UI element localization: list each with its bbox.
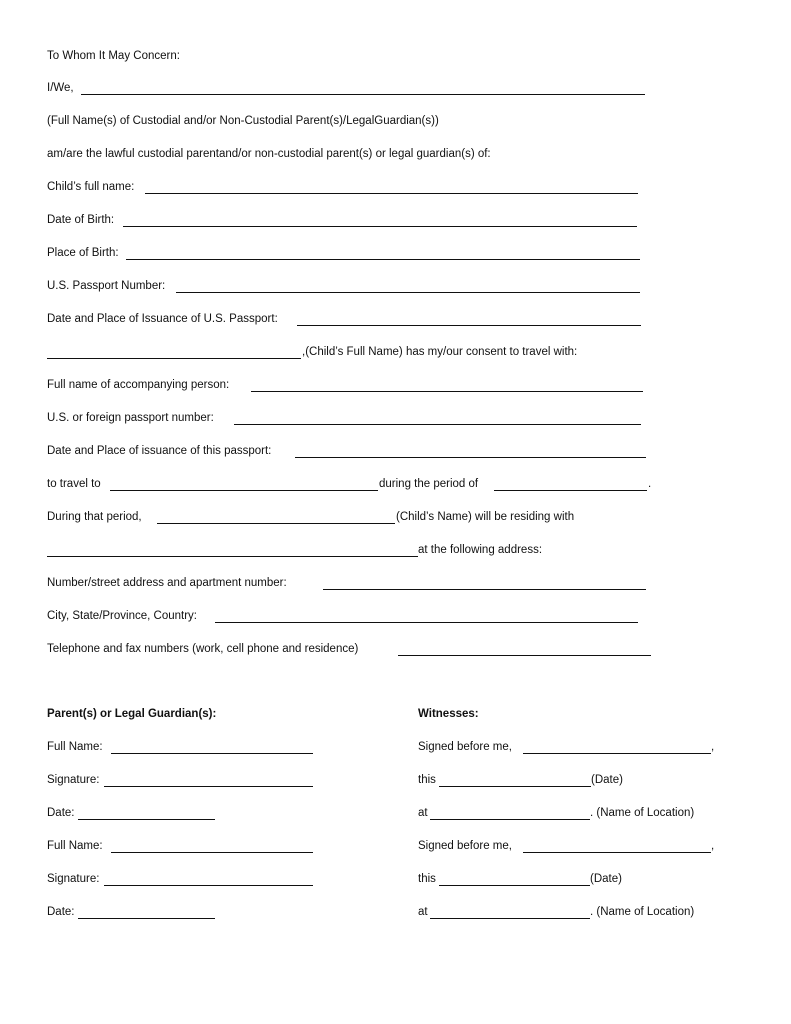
child-full-name-field[interactable] [145, 181, 638, 194]
parent-names-field[interactable] [81, 82, 645, 95]
during-period-label: During that period, [47, 511, 142, 523]
this-passport-issuance-field[interactable] [295, 445, 646, 458]
period-label: during the period of [379, 478, 479, 490]
city-label: City, State/Province, Country: [47, 610, 197, 622]
parent1-date-field[interactable] [78, 807, 215, 820]
telephone-field[interactable] [398, 643, 651, 656]
witness2-signed-end: , [711, 840, 715, 852]
witness2-location-suffix: . (Name of Location) [590, 906, 695, 918]
street-address-field[interactable] [323, 577, 646, 590]
fullnames-note: (Full Name(s) of Custodial and/or Non-Custodial Parent(s)/LegalGuardian(s)) [47, 115, 439, 127]
pob-field[interactable] [126, 247, 640, 260]
lawful-statement: am/are the lawful custodial parentand/or non-custodial parent(s) or legal guardian(s) of: [47, 148, 491, 160]
parent1-full-name-field[interactable] [111, 741, 313, 754]
witness1-signed-end: , [711, 741, 715, 753]
parent2-date-label: Date: [47, 906, 75, 918]
parent2-full-name-label: Full Name: [47, 840, 103, 852]
parent2-signature-label: Signature: [47, 873, 100, 885]
residing-text: (Child’s Name) will be residing with [396, 511, 575, 523]
witness2-date-field[interactable] [439, 873, 590, 886]
parent2-signature-field[interactable] [104, 873, 313, 886]
witness2-date-suffix: (Date) [590, 873, 622, 885]
telephone-label: Telephone and fax numbers (work, cell phone and residence) [47, 643, 359, 655]
dob-field[interactable] [123, 214, 637, 227]
pob-label: Place of Birth: [47, 247, 119, 259]
dob-label: Date of Birth: [47, 214, 115, 226]
parent1-signature-label: Signature: [47, 774, 100, 786]
following-address-label: at the following address: [418, 544, 543, 556]
parent1-date-label: Date: [47, 807, 75, 819]
witness2-signed-before-label: Signed before me, [418, 840, 512, 852]
witness1-this-label: this [418, 774, 436, 786]
iwe-label: I/We, [47, 82, 74, 94]
accompanying-person-field[interactable] [251, 379, 643, 392]
witnesses-heading: Witnesses: [418, 708, 479, 720]
passport-issuance-label: Date and Place of Issuance of U.S. Passport: [47, 313, 278, 325]
witness1-date-suffix: (Date) [591, 774, 623, 786]
witness1-location-suffix: . (Name of Location) [590, 807, 695, 819]
salutation: To Whom It May Concern: [47, 50, 180, 62]
parent1-full-name-label: Full Name: [47, 741, 103, 753]
passport-number-label: U.S. Passport Number: [47, 280, 166, 292]
witness1-date-field[interactable] [439, 774, 591, 787]
parent2-full-name-field[interactable] [111, 840, 313, 853]
parents-heading: Parent(s) or Legal Guardian(s): [47, 708, 217, 720]
this-passport-issuance-label: Date and Place of issuance of this passport: [47, 445, 272, 457]
witness1-at-label: at [418, 807, 428, 819]
witness2-location-field[interactable] [430, 906, 590, 919]
witness2-signed-before-field[interactable] [523, 840, 711, 853]
travel-to-label: to travel to [47, 478, 101, 490]
consent-text: ,(Child’s Full Name) has my/our consent to travel with: [302, 346, 578, 358]
foreign-passport-field[interactable] [234, 412, 641, 425]
street-address-label: Number/street address and apartment number: [47, 577, 287, 589]
period-end: . [648, 478, 652, 490]
residing-with-field[interactable] [47, 544, 418, 557]
parent2-date-field[interactable] [78, 906, 215, 919]
during-child-name-field[interactable] [157, 511, 395, 524]
witness1-location-field[interactable] [430, 807, 590, 820]
accompanying-person-label: Full name of accompanying person: [47, 379, 230, 391]
passport-number-field[interactable] [176, 280, 640, 293]
consent-child-name-field[interactable] [47, 346, 301, 359]
parent1-signature-field[interactable] [104, 774, 313, 787]
passport-issuance-field[interactable] [297, 313, 641, 326]
witness1-signed-before-field[interactable] [523, 741, 711, 754]
child-full-name-label: Child’s full name: [47, 181, 135, 193]
travel-destination-field[interactable] [110, 478, 378, 491]
witness2-at-label: at [418, 906, 428, 918]
witness1-signed-before-label: Signed before me, [418, 741, 512, 753]
city-field[interactable] [215, 610, 638, 623]
travel-period-field[interactable] [494, 478, 647, 491]
foreign-passport-label: U.S. or foreign passport number: [47, 412, 214, 424]
witness2-this-label: this [418, 873, 436, 885]
